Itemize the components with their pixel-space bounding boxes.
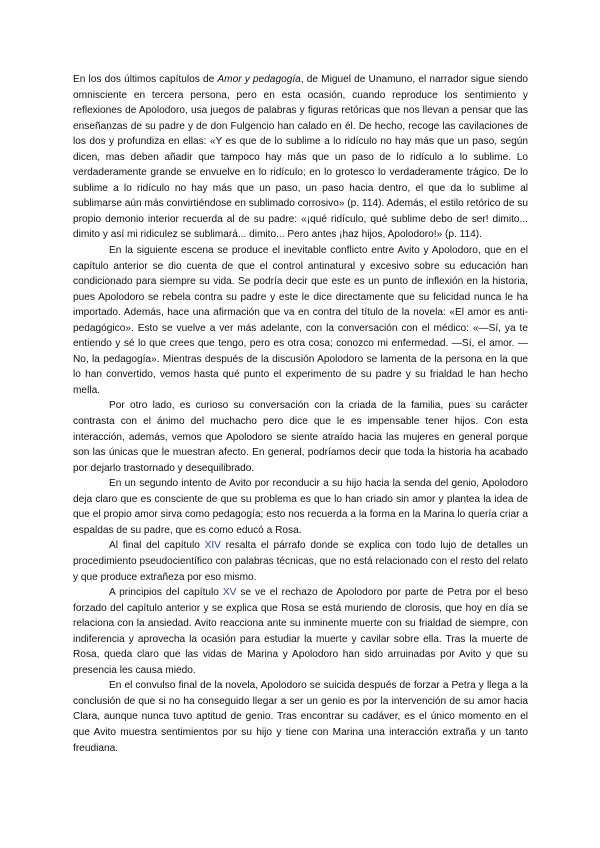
paragraph-1-text-a: En los dos últimos capítulos de [73, 74, 218, 85]
paragraph-4 [73, 476, 528, 538]
chapter-numeral-xv: XV [222, 587, 237, 599]
paragraph-5-text-a: Al final del capítulo [109, 540, 205, 552]
chapter-numeral-xiv: XIV [204, 540, 221, 552]
paragraph-5-text-b: resalta el párrafo donde se explica con todo lujo de detalles un procedimiento pseudocientífico con palabras técnicas, que no está relacionado con el resto del relato y que produce extrañeza por eso mismo. [73, 540, 528, 583]
paragraph-5 [73, 538, 528, 585]
paragraph-6 [73, 585, 528, 678]
paragraph-6-text-a: A principios del capítulo [109, 587, 223, 599]
paragraph-7 [73, 678, 528, 756]
paragraph-4-text: En un segundo intento de Avito por reconducir a su hijo hacia la senda del genio, Apolodoro deja claro que es consciente de que su problema es que lo han criado sin amor y plantea la idea de que el propio amor sirva como pedagogía; esto nos recuerda a la forma en la Marina lo quería criar a espaldas de su padre, que es como educó a Rosa. [73, 478, 528, 536]
book-title: Amor y pedagogía [217, 74, 301, 85]
paragraph-1-text-b: , de Miguel de Unamuno, el narrador sigue siendo omnisciente en tercera persona, pero en esta ocasión, cuando reproduce los sentimiento y reflexiones de Apolodoro, usa juegos de palabras y figuras retóricas que nos llevan a pensar que las enseñanzas de su padre y de don Fulgencio han calado en él. De hecho, recoge las cavilaciones de los dos y profundiza en ellas: «Y es que de lo sublime a lo ridículo no hay más que un paso, según dicen, mas deben añadir que tampoco hay más que un paso de lo ridículo a lo sublime. Lo verdaderamente grande se envuelve en lo ridículo; en lo grotesco lo verdaderamente trágico. De lo sublime a lo ridículo no hay más que un paso, un paso hacia dentro, el que da lo sublime al sublimarse aún más convirtiéndose en sublimado corrosivo» (p. 114). Además, el estilo retórico de su propio demonio interior recuerda al de su padre: «¡qué ridículo, qué sublime debo de ser! dimito... dimito y así mi ridiculez se sublimará... dimito... Pero antes ¡haz hijos, Apolodoro!» (p. 114). [73, 74, 528, 241]
paragraph-2 [73, 243, 528, 398]
paragraph-6-text-b: se ve el rechazo de Apolodoro por parte de Petra por el beso forzado del capítulo anterior y se explica que Rosa se está muriendo de clorosis, que hoy en día se relaciona con la ansiedad. Avito reacciona ante su inminente muerte con su frialdad de siempre, con indiferencia y aprovecha la ocasión para estudiar la muerte y cavilar sobre ella. Tras la muerte de Rosa, queda claro que las vidas de Marina y Apolodoro han sido arruinadas por Avito y que su presencia les causa miedo. [73, 587, 528, 676]
paragraph-3-text: Por otro lado, es curioso su conversación con la criada de la familia, pues su carácter contrasta con el ánimo del muchacho pero dice que le es impensable tener hijos. Con esta interacción, además, vemos que Apolodoro se siente atraído hacia las mujeres en general porque son las únicas que le muestran afecto. En general, podríamos decir que toda la historia ha acabado por dejarlo trastornado y desequilibrado. [73, 400, 528, 474]
paragraph-7-text: En el convulso final de la novela, Apolodoro se suicida después de forzar a Petra y llega a la conclusión de que si no ha conseguido llegar a ser un genio es por la intervención de su amor hacia Clara, aunque nunca tuvo aptitud de genio. Tras encontrar su cadáver, es el único momento en el que Avito muestra sentimientos por su hijo y tiene con Marina una interacción extraña y un tanto freudiana. [73, 680, 528, 754]
document-body [73, 72, 528, 756]
paragraph-2-text: En la siguiente escena se produce el inevitable conflicto entre Avito y Apolodoro, que en el capítulo anterior se dio cuenta de que el control antinatural y excesivo sobre su educación han condicionado para siempre su vida. Se podría decir que este es un punto de inflexión en la historia, pues Apolodoro se rebela contra su padre y este le dice directamente que su felicidad nunca le ha importado. Además, hace una afirmación que va en contra del título de la novela: «El amor es anti-pedagógico». Esto se vuelve a ver más adelante, con la conversación con el médico: «—Sí, ya te entiendo y sé lo que crees que tengo, pero es otra cosa; conozco mi enfermedad. —Sí, el amor. —No, la pedagogía». Mientras después de la discusión Apolodoro se lamenta de la persona en la que lo han convertido, vemos hasta qué punto el experimento de su padre y su frialdad le han hecho mella. [73, 245, 528, 396]
paragraph-3 [73, 398, 528, 476]
paragraph-1 [73, 72, 528, 243]
